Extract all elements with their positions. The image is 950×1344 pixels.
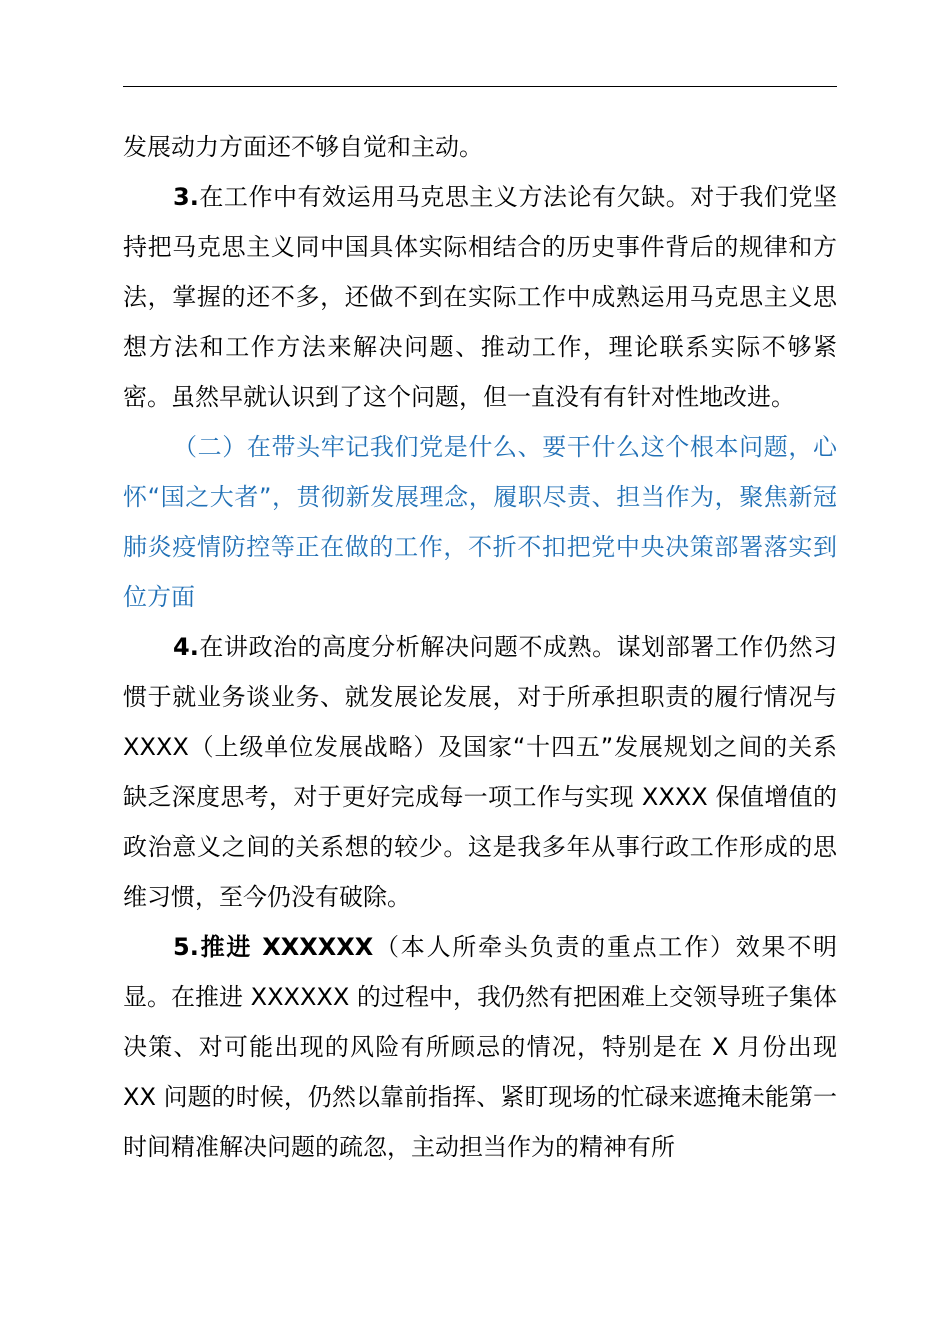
item-lead: 推进 — [198, 933, 263, 961]
item-number: 3. — [173, 183, 199, 211]
item-placeholder: XXXXXX — [262, 933, 374, 961]
header-rule — [123, 86, 837, 87]
paragraph-item-3 — [123, 172, 837, 422]
section-heading — [123, 422, 837, 622]
paragraph-text: 在讲政治的高度分析解决问题不成熟。谋划部署工作仍然习惯于就业务谈业务、就发展论发展，对于所承担职责的履行情况与 XXXX（上级单位发展战略）及国家“十四五”发展规划之间的关系缺乏深度思考，对于更好完成每一项工作与实现 XXXX 保值增值的政治意义之间的关系想的较少。这是我多年从事行政工作形成的思维习惯，至今仍没有破除。 — [123, 633, 837, 911]
paragraph-text: 发展动力方面还不够自觉和主动。 — [123, 133, 483, 161]
item-number: 4. — [173, 633, 199, 661]
paragraph-text: （本人所牵头负责的重点工作）效果不明显。在推进 XXXXXX 的过程中，我仍然有把困难上交领导班子集体决策、对可能出现的风险有所顾忌的情况，特别是在 X 月份出现 XX 问题的时候，仍然以靠前指挥、紧盯现场的忙碌来遮掩未能第一时间精准解决问题的疏忽，主动担当作为的精神有所 — [123, 933, 838, 1161]
paragraph-text: 在工作中有效运用马克思主义方法论有欠缺。对于我们党坚持把马克思主义同中国具体实际相结合的历史事件背后的规律和方法，掌握的还不多，还做不到在实际工作中成熟运用马克思主义思想方法和工作方法来解决问题、推动工作，理论联系实际不够紧密。虽然早就认识到了这个问题，但一直没有有针对性地改进。 — [123, 183, 837, 411]
document-body — [123, 122, 837, 1172]
paragraph-item-4 — [123, 622, 837, 922]
paragraph-continuation — [123, 122, 837, 172]
paragraph-item-5 — [123, 922, 837, 1172]
heading-text: （二）在带头牢记我们党是什么、要干什么这个根本问题，心怀“国之大者”，贯彻新发展理念，履职尽责、担当作为，聚焦新冠肺炎疫情防控等正在做的工作，不折不扣把党中央决策部署落实到位方面 — [123, 433, 837, 611]
item-number: 5. — [173, 933, 199, 961]
